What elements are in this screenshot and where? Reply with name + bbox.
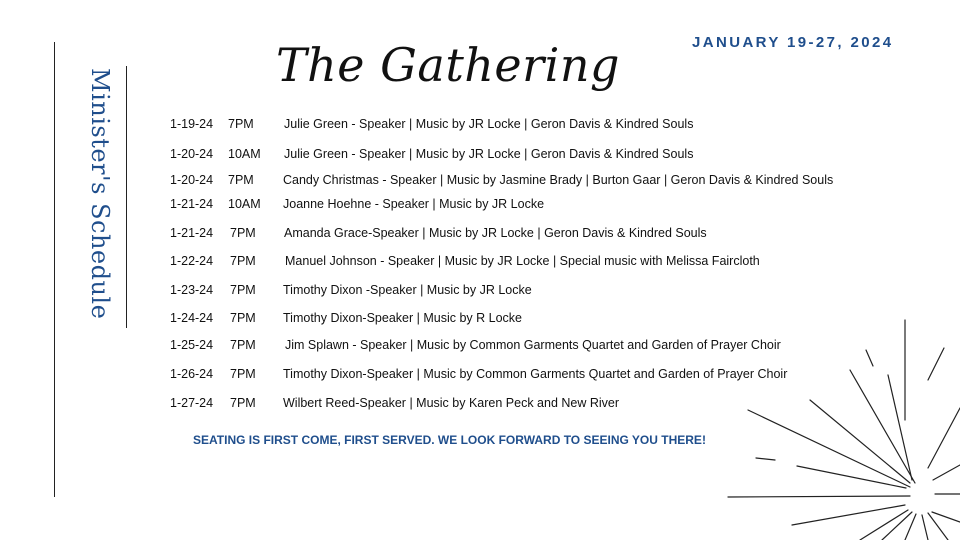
schedule-time: 10AM (228, 147, 261, 161)
schedule-description: Amanda Grace-Speaker | Music by JR Locke | Geron Davis & Kindred Souls (284, 226, 707, 240)
schedule-date: 1-26-24 (170, 367, 214, 381)
schedule-time: 7PM (230, 396, 256, 410)
schedule-date: 1-22-24 (170, 254, 214, 268)
schedule-description: Candy Christmas - Speaker | Music by Jasmine Brady | Burton Gaar | Geron Davis & Kindred Souls (283, 173, 834, 187)
schedule-time: 7PM (228, 117, 254, 131)
schedule-description: Manuel Johnson - Speaker | Music by JR Locke | Special music with Melissa Faircloth (285, 254, 760, 268)
schedule-description: Joanne Hoehne - Speaker | Music by JR Locke (283, 197, 545, 211)
schedule-date: 1-20-24 (170, 147, 214, 161)
schedule-time: 7PM (228, 173, 254, 187)
schedule-date: 1-23-24 (170, 283, 214, 297)
schedule-date: 1-25-24 (170, 338, 214, 352)
schedule-date: 1-20-24 (170, 173, 214, 187)
schedule-description: Timothy Dixon -Speaker | Music by JR Locke (283, 283, 532, 297)
side-title: Minister's Schedule (86, 68, 114, 320)
date-range: JANUARY 19-27, 2024 (692, 34, 894, 51)
schedule-date: 1-24-24 (170, 311, 214, 325)
schedule-time: 7PM (230, 226, 256, 240)
schedule-date: 1-21-24 (170, 226, 214, 240)
page-title: The Gathering (276, 38, 620, 92)
seating-note: SEATING IS FIRST COME, FIRST SERVED. WE LOOK FORWARD TO SEEING YOU THERE! (193, 433, 706, 447)
starburst-decoration (700, 300, 960, 540)
schedule-description: Timothy Dixon-Speaker | Music by R Locke (283, 311, 522, 325)
side-title-divider-line (126, 66, 127, 328)
schedule-time: 7PM (230, 367, 256, 381)
schedule-time: 7PM (230, 254, 256, 268)
schedule-time: 7PM (230, 311, 256, 325)
schedule-time: 7PM (230, 338, 256, 352)
schedule-date: 1-27-24 (170, 396, 214, 410)
schedule-description: Julie Green - Speaker | Music by JR Locke | Geron Davis & Kindred Souls (284, 147, 694, 161)
schedule-time: 10AM (228, 197, 261, 211)
schedule-description: Julie Green - Speaker | Music by JR Locke | Geron Davis & Kindred Souls (284, 117, 694, 131)
schedule-description: Timothy Dixon-Speaker | Music by Common Garments Quartet and Garden of Prayer Choir (283, 367, 788, 381)
left-divider-line (54, 42, 55, 497)
schedule-date: 1-19-24 (170, 117, 214, 131)
schedule-date: 1-21-24 (170, 197, 214, 211)
schedule-description: Wilbert Reed-Speaker | Music by Karen Peck and New River (283, 396, 620, 410)
schedule-description: Jim Splawn - Speaker | Music by Common Garments Quartet and Garden of Prayer Choir (285, 338, 781, 352)
schedule-time: 7PM (230, 283, 256, 297)
